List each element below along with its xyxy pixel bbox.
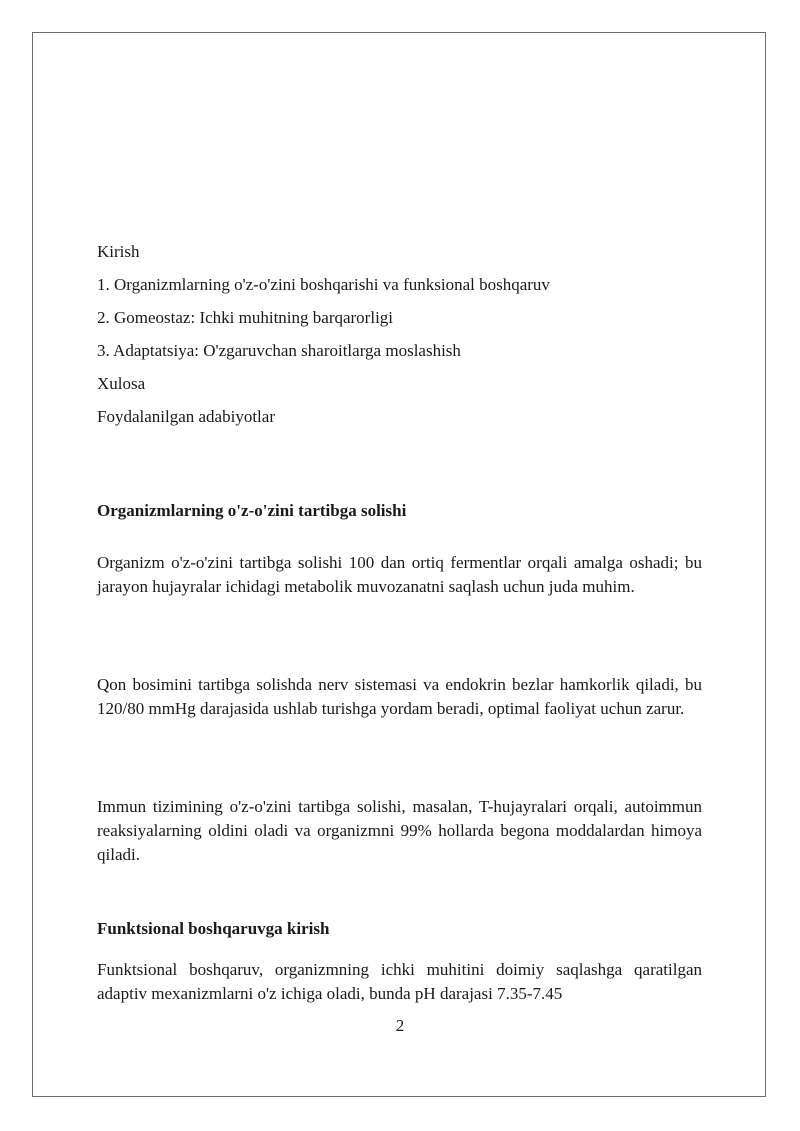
toc-item-references: Foydalanilgan adabiyotlar [97,407,275,426]
section-heading-functional-control: Funktsional boshqaruvga kirish [97,919,330,938]
toc-item-conclusion: Xulosa [97,374,146,393]
toc-item-chapter-2: 2. Gomeostaz: Ichki muhitning barqarorligi [97,308,394,327]
table-of-contents [97,240,702,429]
toc-item-chapter-3: 3. Adaptatsiya: O'zgaruvchan sharoitlarga moslashish [97,341,461,360]
paragraph-blood-pressure: Qon bosimini tartibga solishda nerv sistemasi va endokrin bezlar hamkorlik qiladi, bu 120/80 mmHg darajasida ushlab turishga yordam beradi, optimal faoliyat uchun zarur. [97,675,702,718]
toc-item-introduction: Kirish [97,242,140,261]
section-heading-self-regulation: Organizmlarning o'z-o'zini tartibga solishi [97,501,407,520]
paragraph-immune-system: Immun tizimining o'z-o'zini tartibga solishi, masalan, T-hujayralari orqali, autoimmun reaksiyalarning oldini oladi va organizmni 99% hollarda begona moddalardan himoya qiladi. [97,797,702,864]
paragraph-functional-control: Funktsional boshqaruv, organizmning ichki muhitini doimiy saqlashga qaratilgan adaptiv mexanizmlarni o'z ichiga oladi, bunda pH darajasi 7.35-7.45 [97,960,702,1003]
page-number: 2 [395,1016,405,1035]
toc-item-chapter-1: 1. Organizmlarning o'z-o'zini boshqarishi va funksional boshqaruv [97,275,550,294]
page-content [97,240,702,1003]
paragraph-enzymes: Organizm o'z-o'zini tartibga solishi 100 dan ortiq fermentlar orqali amalga oshadi; bu jarayon hujayralar ichidagi metabolik muvozanatni saqlash uchun juda muhim. [97,553,702,596]
